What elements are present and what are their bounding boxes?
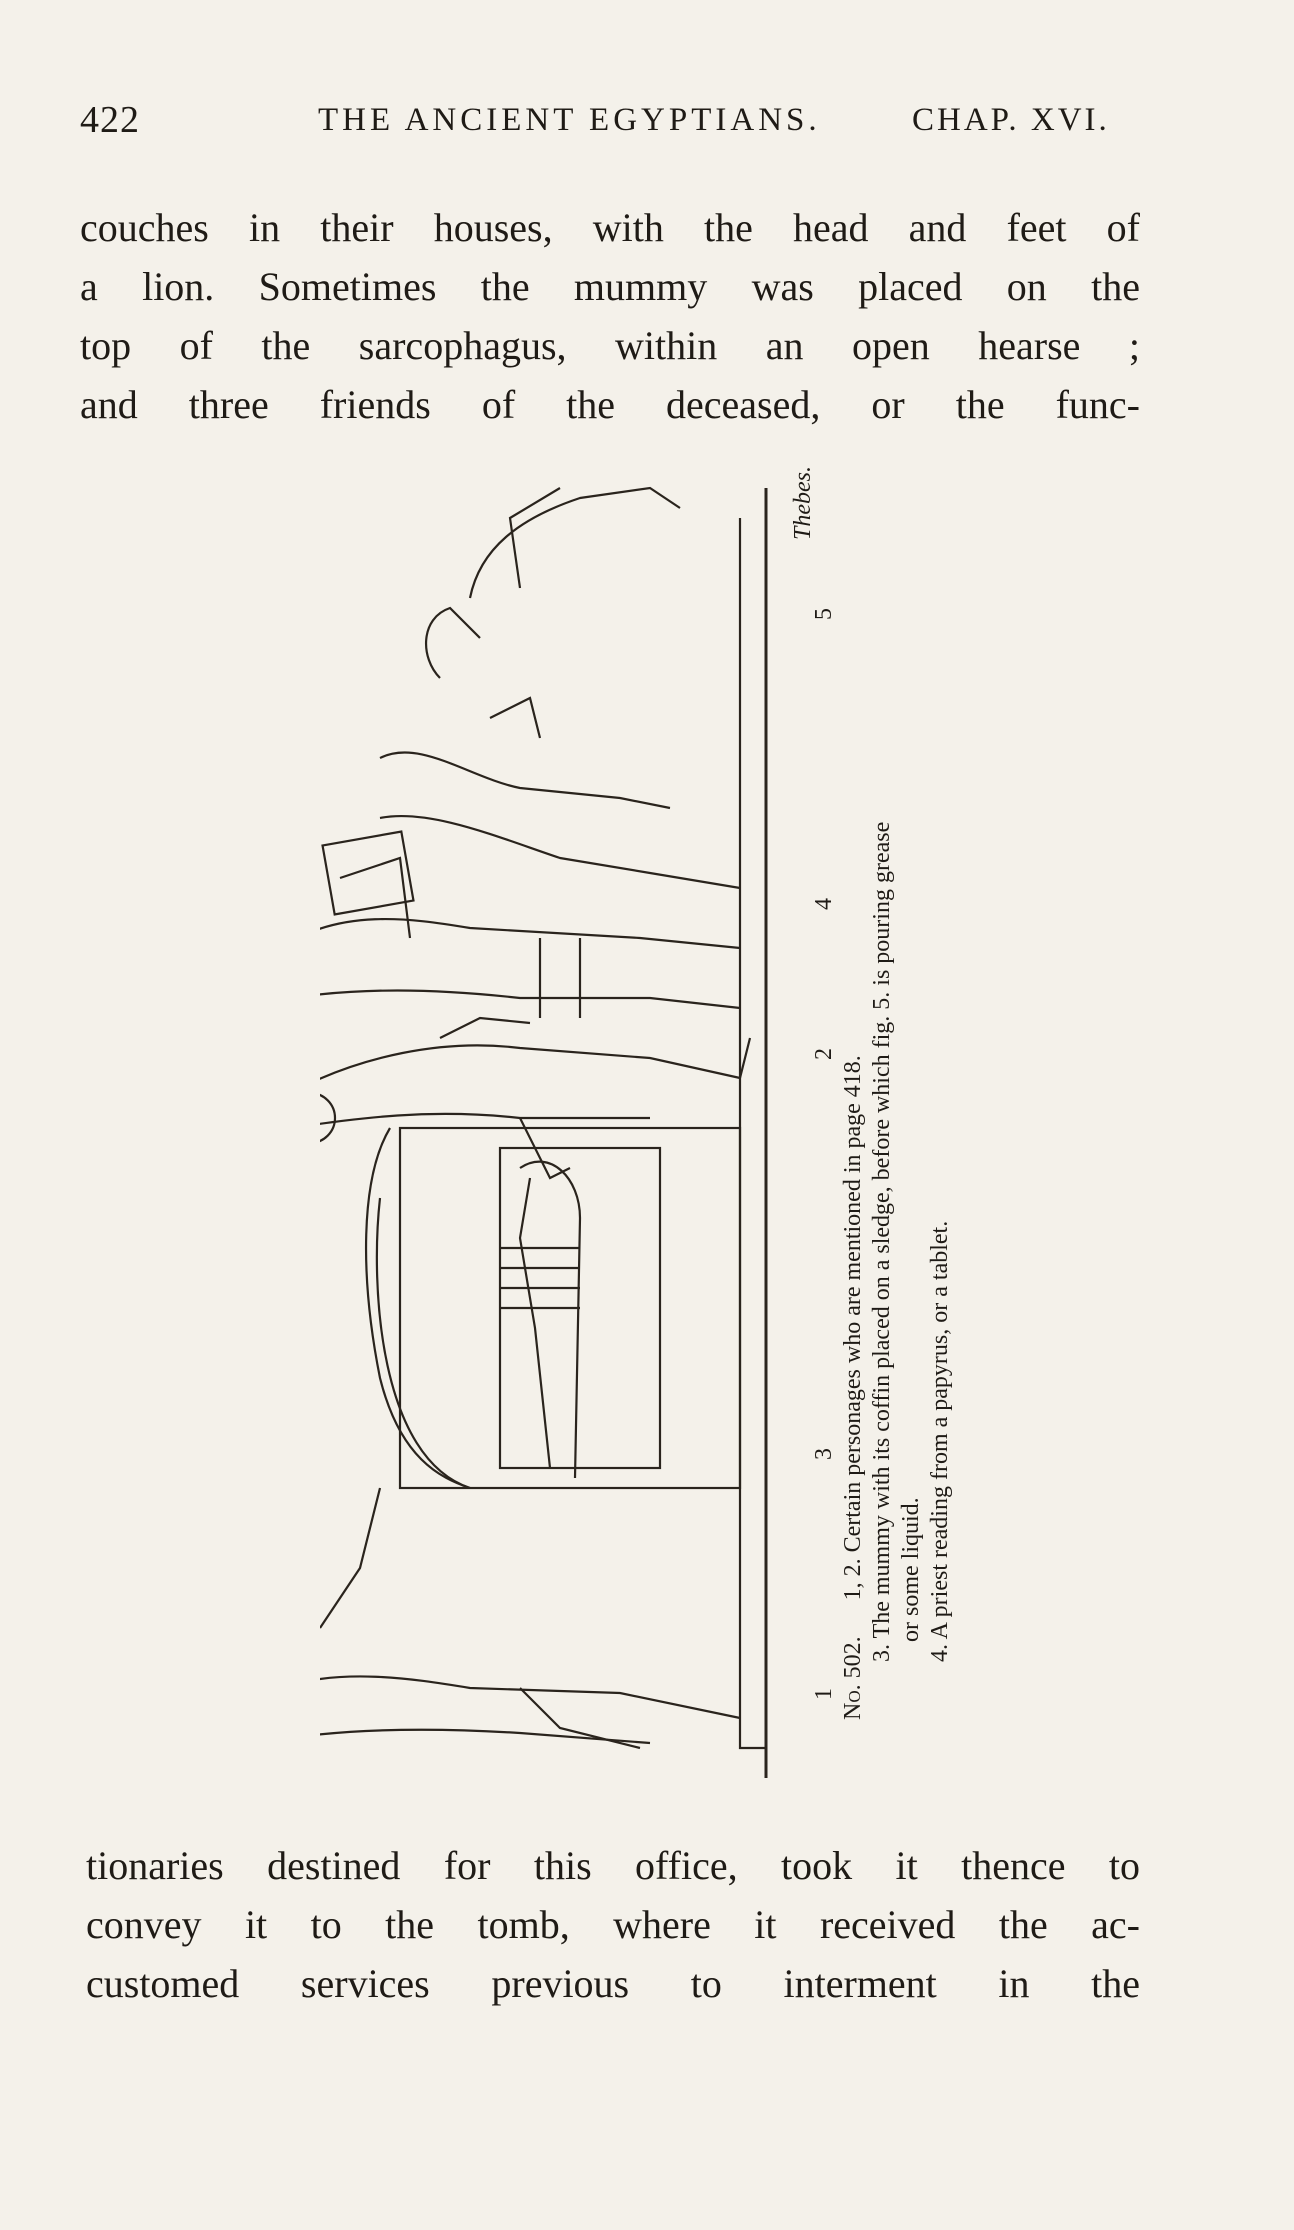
label-1: 1 [811,1688,837,1700]
text-line: customed services previous to interment in the [86,1961,1140,2006]
caption-line [839,500,868,1720]
page-number: 422 [80,99,140,141]
figure-source: Thebes. [790,466,816,540]
illustration-drawing [320,478,1120,1778]
body-text-top [80,198,1140,434]
caption-line: 4. A priest reading from a papyrus, or a tablet. [927,1220,953,1662]
body-text-bottom [86,1836,1140,2013]
label-5: 5 [811,608,837,620]
text-line: a lion. Sometimes the mummy was placed on the [80,264,1140,309]
text-line: couches in their houses, with the head and feet of [80,205,1140,250]
label-3: 3 [811,1448,837,1460]
figure-caption [810,500,955,1720]
caption-line: or some liquid. [898,1497,924,1642]
funeral-illustration [320,478,1120,1778]
caption-line: 3. The mummy with its coffin placed on a sledge, before which fig. 5. is pouring grease [869,821,895,1662]
text-line: and three friends of the deceased, or the func- [80,382,1140,427]
text-line: tionaries destined for this office, took it thence to [86,1843,1140,1888]
caption-text: 1, 2. Certain personages who are mentioned in page 418. [840,1055,866,1601]
figure-number: No. 502. [840,1636,866,1720]
chapter-label: CHAP. XVI. [912,102,1110,138]
label-4: 4 [811,898,837,910]
text-line: top of the sarcophagus, within an open hearse ; [80,323,1140,368]
label-2: 2 [811,1048,837,1060]
figure-labels [810,500,839,1720]
running-title: THE ANCIENT EGYPTIANS. [318,102,821,138]
text-line: convey it to the tomb, where it received the ac- [86,1902,1140,1947]
